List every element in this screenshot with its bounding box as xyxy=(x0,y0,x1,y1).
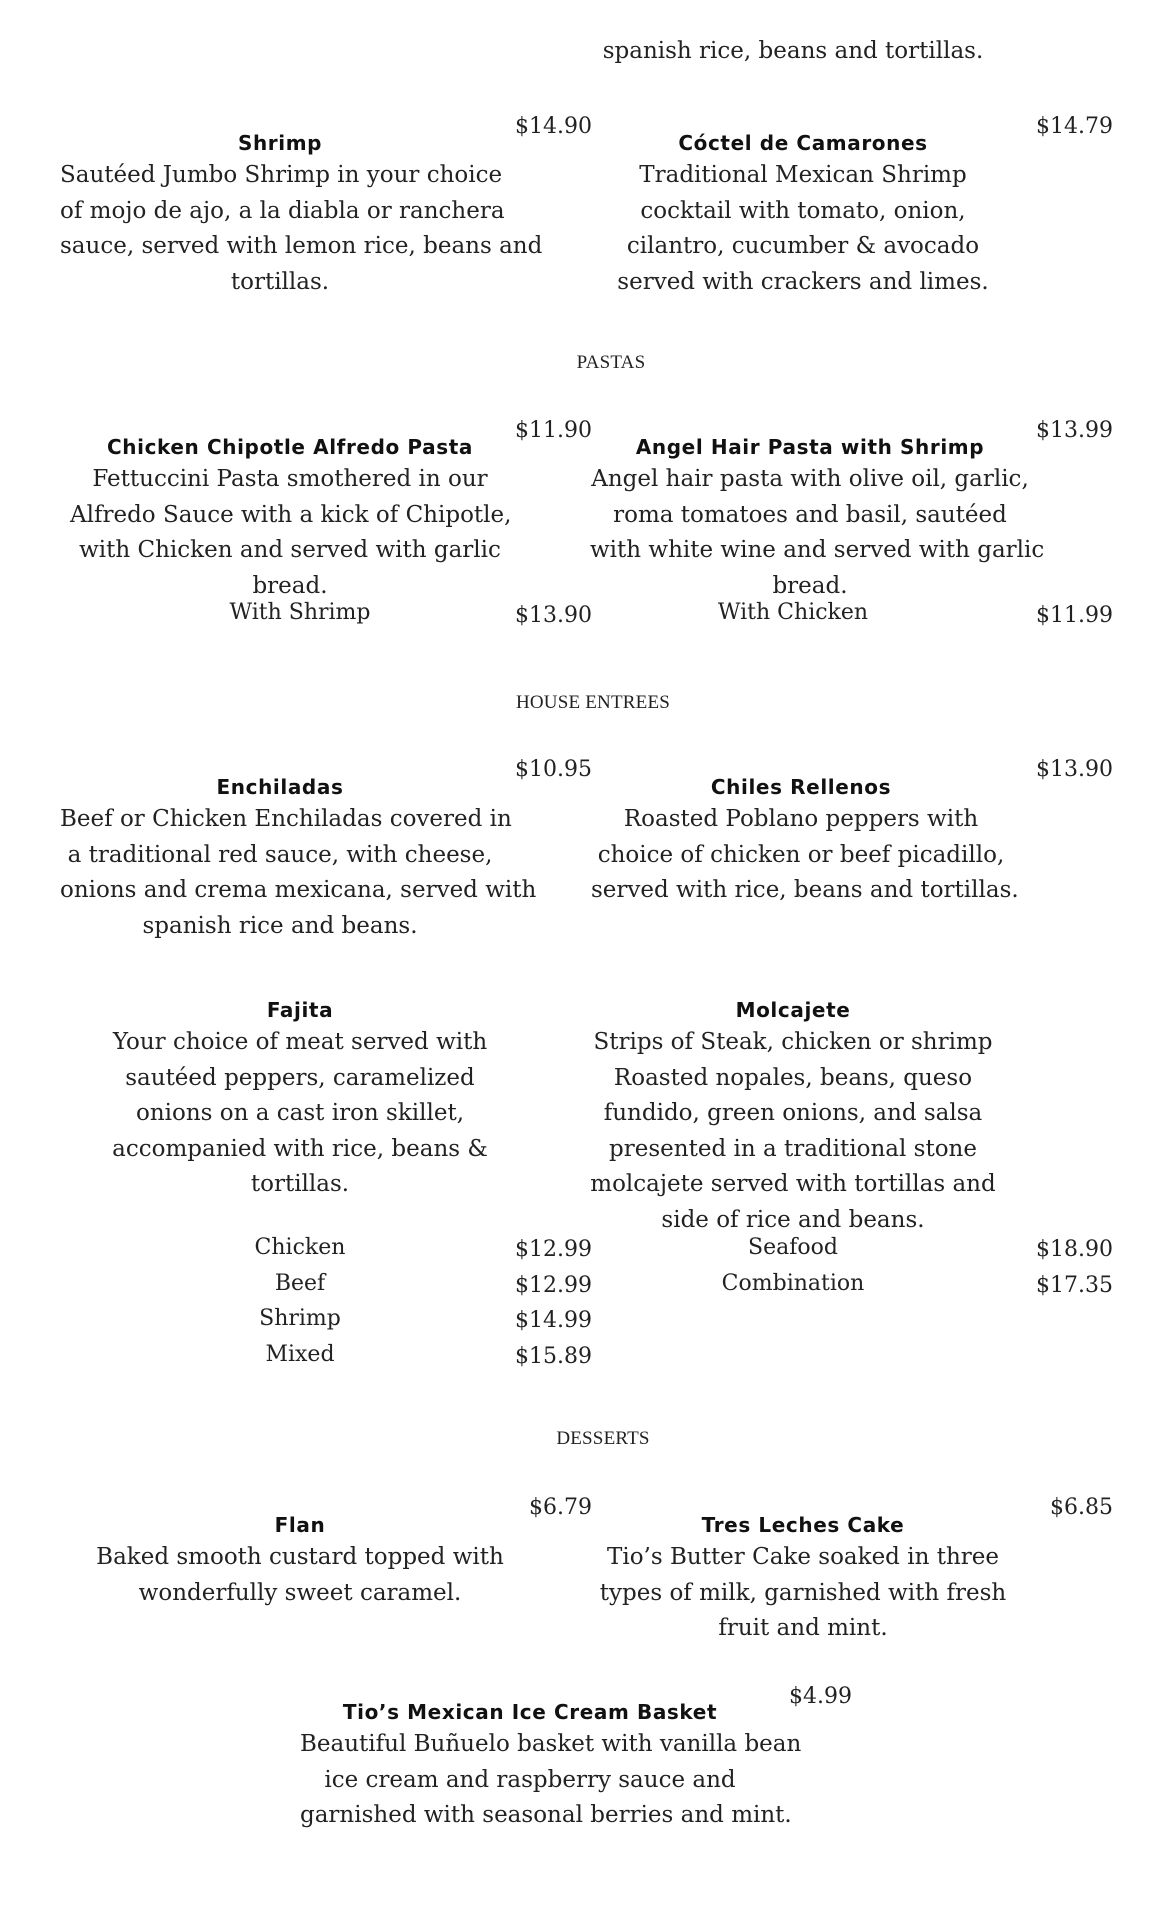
item-description-line: Roasted nopales, beans, queso xyxy=(613,1064,973,1091)
item-price: $6.85 xyxy=(1050,1495,1113,1520)
item-description-line: sautéed peppers, caramelized xyxy=(125,1064,475,1091)
menu-item-molcajete xyxy=(573,995,1013,1238)
item-title: Chiles Rellenos xyxy=(710,775,892,799)
item-price: $10.95 xyxy=(515,757,592,782)
item-description-line: garnished with seasonal berries and mint. xyxy=(300,1802,792,1828)
molcajete-option-label: Seafood xyxy=(748,1235,838,1260)
item-option-label: With Shrimp xyxy=(229,600,371,625)
item-title: Tres Leches Cake xyxy=(701,1513,905,1537)
fajita-option-label: Shrimp xyxy=(259,1306,341,1331)
molcajete-option-label: Combination xyxy=(721,1271,865,1296)
item-description-line: onions and crema mexicana, served with xyxy=(60,877,537,903)
item-description-line: served with crackers and limes. xyxy=(617,268,989,295)
item-title: Cóctel de Camarones xyxy=(678,131,928,155)
continued-description: spanish rice, beans and tortillas. xyxy=(602,38,984,64)
item-description-line: molcajete served with tortillas and xyxy=(590,1171,996,1197)
item-description-line: ice cream and raspberry sauce and xyxy=(324,1766,736,1793)
item-description-line: with white wine and served with garlic xyxy=(590,537,1045,563)
item-title: Enchiladas xyxy=(216,775,344,799)
item-title: Angel Hair Pasta with Shrimp xyxy=(635,435,985,459)
fajita-option-label: Chicken xyxy=(254,1235,346,1260)
menu-item-shrimp xyxy=(60,128,543,300)
item-option-price: $11.99 xyxy=(1036,603,1113,628)
fajita-option-label: Mixed xyxy=(265,1342,335,1367)
item-description-line: Angel hair pasta with olive oil, garlic, xyxy=(591,466,1029,492)
fajita-option-label: Beef xyxy=(274,1271,326,1296)
item-description-line: sauce, served with lemon rice, beans and xyxy=(60,233,543,259)
item-description-line: of mojo de ajo, a la diabla or ranchera xyxy=(60,197,505,224)
item-price: $14.90 xyxy=(515,114,592,139)
item-description-line: Fettuccini Pasta smothered in our xyxy=(92,466,488,492)
item-description-line: Beautiful Buñuelo basket with vanilla bean xyxy=(300,1731,802,1757)
item-description-line: Strips of Steak, chicken or shrimp xyxy=(593,1029,993,1055)
item-description-line: presented in a traditional stone xyxy=(609,1135,977,1162)
item-option-label: With Chicken xyxy=(717,600,869,625)
section-heading-house-entrees: HOUSE ENTREES xyxy=(515,692,671,713)
item-description-line: Your choice of meat served with xyxy=(112,1029,488,1055)
item-description-line: Alfredo Sauce with a kick of Chipotle, xyxy=(70,501,512,528)
item-description-line: bread. xyxy=(252,572,328,599)
item-description-line: Tio’s Butter Cake soaked in three xyxy=(607,1544,999,1570)
item-description-line: Traditional Mexican Shrimp xyxy=(639,162,967,188)
item-description-line: fruit and mint. xyxy=(718,1615,888,1641)
item-title: Shrimp xyxy=(237,131,323,155)
item-description-line: Baked smooth custard topped with xyxy=(96,1544,504,1570)
item-title: Molcajete xyxy=(735,998,851,1022)
item-description-line: tortillas. xyxy=(230,268,330,295)
item-description-line: fundido, green onions, and salsa xyxy=(603,1100,983,1126)
molcajete-option-price: $17.35 xyxy=(1036,1273,1113,1298)
item-description-line: Sautéed Jumbo Shrimp in your choice xyxy=(60,162,503,188)
item-price: $13.90 xyxy=(1036,757,1113,782)
item-description-line: types of milk, garnished with fresh xyxy=(599,1579,1007,1606)
item-description-line: Beef or Chicken Enchiladas covered in xyxy=(60,806,512,832)
item-description-line: with Chicken and served with garlic xyxy=(79,537,501,563)
item-title: Flan xyxy=(274,1513,326,1537)
menu-item-coctel-de-camarones xyxy=(593,128,1013,300)
item-description-line: cocktail with tomato, onion, xyxy=(640,197,966,224)
item-description-line: Roasted Poblano peppers with xyxy=(623,806,979,832)
item-description-line: roma tomatoes and basil, sautéed xyxy=(613,501,1007,528)
menu-item-chiles-rellenos xyxy=(591,772,1019,909)
menu-item-ice-cream-basket xyxy=(300,1697,802,1834)
item-title: Tio’s Mexican Ice Cream Basket xyxy=(342,1700,718,1724)
item-description-line: bread. xyxy=(772,572,848,599)
menu-item-flan xyxy=(80,1510,520,1611)
item-description-line: served with rice, beans and tortillas. xyxy=(591,877,1019,903)
item-description-line: choice of chicken or beef picadillo, xyxy=(597,841,1005,868)
item-price: $6.79 xyxy=(529,1495,592,1520)
item-title: Fajita xyxy=(266,998,334,1022)
menu-item-angel-hair-pasta xyxy=(590,432,1045,604)
menu-item-chicken-chipotle-alfredo-pasta xyxy=(70,432,510,604)
item-price: $14.79 xyxy=(1036,114,1113,139)
item-price: $13.99 xyxy=(1036,418,1113,443)
molcajete-option-price: $18.90 xyxy=(1036,1237,1113,1262)
menu-item-fajita xyxy=(80,995,520,1203)
fajita-option-price: $14.99 xyxy=(515,1308,592,1333)
fajita-option-price: $15.89 xyxy=(515,1344,592,1369)
item-title: Chicken Chipotle Alfredo Pasta xyxy=(107,435,473,459)
menu-item-tres-leches-cake xyxy=(593,1510,1013,1647)
menu-item-enchiladas xyxy=(60,772,537,944)
section-heading-desserts: DESSERTS xyxy=(556,1428,650,1449)
item-description-line: tortillas. xyxy=(250,1171,350,1197)
item-description-line: cilantro, cucumber & avocado xyxy=(626,233,980,259)
fajita-option-price: $12.99 xyxy=(515,1273,592,1298)
item-description-line: wonderfully sweet caramel. xyxy=(138,1579,462,1606)
item-description-line: accompanied with rice, beans & xyxy=(112,1135,488,1162)
item-option-price: $13.90 xyxy=(515,603,592,628)
item-price: $11.90 xyxy=(515,418,592,443)
item-description-line: side of rice and beans. xyxy=(661,1206,925,1233)
section-heading-pastas: PASTAS xyxy=(576,352,646,373)
item-price: $4.99 xyxy=(789,1684,852,1709)
item-description-line: a traditional red sauce, with cheese, xyxy=(67,841,493,868)
item-description-line: onions on a cast iron skillet, xyxy=(135,1100,465,1126)
item-description-line: spanish rice and beans. xyxy=(142,912,418,939)
fajita-option-price: $12.99 xyxy=(515,1237,592,1262)
